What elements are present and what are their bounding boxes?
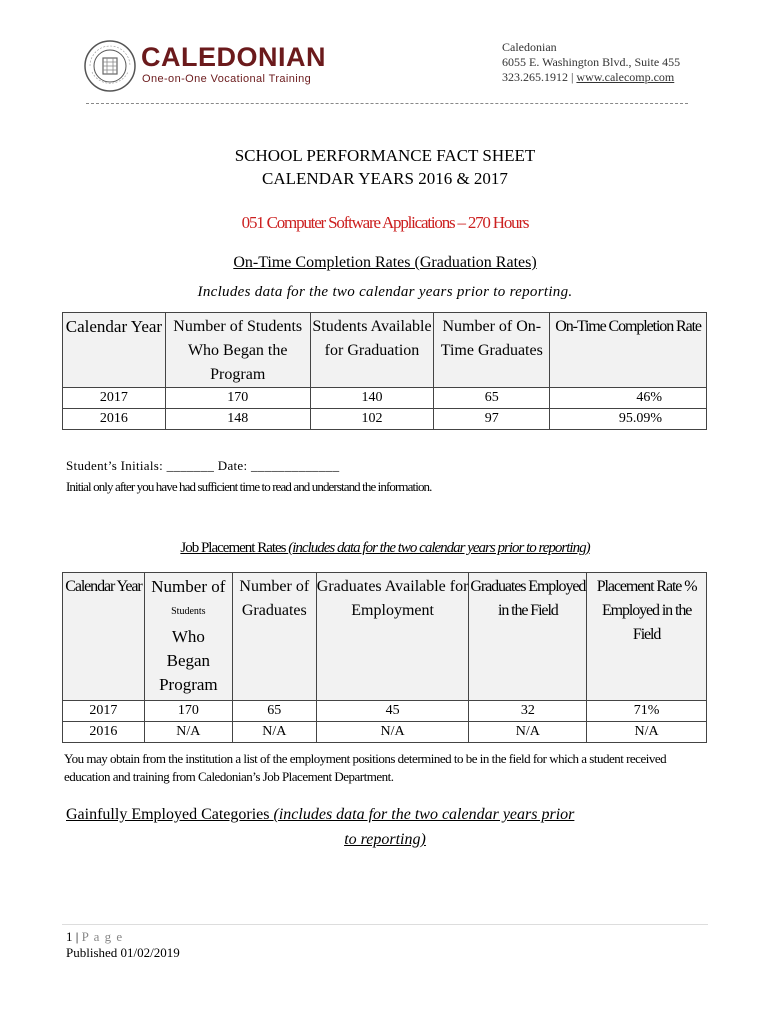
cell: 170 xyxy=(144,701,232,722)
gainful-heading-italic: (includes data for the two calendar years prior xyxy=(273,806,575,823)
cell: 95.09% xyxy=(550,409,707,430)
col-students-began: Number of Students Who Began the Program xyxy=(165,313,310,388)
contact-block: Caledonian 6055 E. Washington Blvd., Suite 455 323.265.1912 | www.calecomp.com xyxy=(502,40,681,84)
cell: 140 xyxy=(310,388,434,409)
table-row xyxy=(63,722,707,743)
cell: 2016 xyxy=(63,722,145,743)
cell: 2016 xyxy=(63,409,166,430)
completion-heading: On-Time Completion Rates (Graduation Rates) xyxy=(233,254,537,271)
cell: 46% xyxy=(550,388,707,409)
placement-note: You may obtain from the institution a list of the employment positions determined to be in the field for which a student received education and training from Caledonian’s Job Placement Department. xyxy=(64,751,667,784)
gainful-heading xyxy=(66,806,586,824)
contact-name: Caledonian xyxy=(502,40,557,54)
col-students-began xyxy=(144,573,232,701)
initials-note: Initial only after you have had sufficient time to read and understand the information. xyxy=(66,479,432,494)
cell: 71% xyxy=(587,701,707,722)
placement-heading-text: Job Placement Rates xyxy=(180,540,289,556)
cell: 2017 xyxy=(63,701,145,722)
placement-table xyxy=(62,572,707,743)
contact-website-link[interactable]: www.calecomp.com xyxy=(576,70,675,84)
completion-table xyxy=(62,312,707,430)
page-label: P a g e xyxy=(81,929,124,944)
document-subtitle: CALENDAR YEARS 2016 & 2017 xyxy=(262,169,508,188)
col-available-employment: Graduates Available for Employment xyxy=(316,573,469,701)
col-calendar-year: Calendar Year xyxy=(63,313,166,388)
col-number-graduates: Number of Graduates xyxy=(232,573,316,701)
table-row xyxy=(63,701,707,722)
gainful-heading-continued xyxy=(0,831,770,849)
completion-subheading: Includes data for the two calendar years prior to reporting. xyxy=(197,284,573,300)
col-completion-rate: On-Time Completion Rate xyxy=(550,313,707,388)
published-date: Published 01/02/2019 xyxy=(66,945,180,960)
cell: 65 xyxy=(232,701,316,722)
col-students-began-b: Students xyxy=(171,606,206,617)
initials-date-line[interactable]: Student’s Initials: _______ Date: _____________ xyxy=(66,458,340,473)
cell: 45 xyxy=(316,701,469,722)
placement-heading xyxy=(0,540,770,557)
col-placement-rate: Placement Rate % Employed in the Field xyxy=(587,573,707,701)
cell: 97 xyxy=(434,409,550,430)
cell: 32 xyxy=(469,701,587,722)
table-row xyxy=(63,388,707,409)
page-number-value: 1 xyxy=(66,929,73,944)
completion-header-row xyxy=(63,313,707,388)
col-available-graduation: Students Available for Graduation xyxy=(310,313,434,388)
contact-phone: 323.265.1912 xyxy=(502,70,568,84)
page-number: 1 | P a g e xyxy=(66,929,124,944)
placement-header-row xyxy=(63,573,707,701)
program-name: 051 Computer Software Applications – 270 Hours xyxy=(241,213,529,232)
cell: N/A xyxy=(316,722,469,743)
gainful-heading-italic-2: to reporting) xyxy=(344,831,426,848)
cell: N/A xyxy=(144,722,232,743)
table-row xyxy=(63,409,707,430)
brand-name: CALEDONIAN xyxy=(141,42,326,72)
gainful-heading-text: Gainfully Employed Categories xyxy=(66,806,274,823)
cell: 170 xyxy=(165,388,310,409)
col-employed-in-field: Graduates Employed in the Field xyxy=(469,573,587,701)
cell: N/A xyxy=(587,722,707,743)
caledonian-seal-logo xyxy=(84,40,136,92)
brand-tagline: One-on-One Vocational Training xyxy=(142,73,312,85)
col-calendar-year: Calendar Year xyxy=(63,573,145,701)
cell: N/A xyxy=(232,722,316,743)
cell: 65 xyxy=(434,388,550,409)
col-students-began-c: Who Began Program xyxy=(159,627,218,694)
footer-divider xyxy=(62,924,708,925)
contact-address: 6055 E. Washington Blvd., Suite 455 xyxy=(502,55,681,69)
cell: 102 xyxy=(310,409,434,430)
cell: N/A xyxy=(469,722,587,743)
cell: 148 xyxy=(165,409,310,430)
cell: 2017 xyxy=(63,388,166,409)
col-students-began-a: Number of xyxy=(151,577,226,596)
col-on-time-graduates: Number of On-Time Graduates xyxy=(434,313,550,388)
placement-heading-italic: (includes data for the two calendar years prior to reporting) xyxy=(288,540,590,556)
document-title: SCHOOL PERFORMANCE FACT SHEET xyxy=(234,146,536,165)
header-divider xyxy=(86,103,688,104)
